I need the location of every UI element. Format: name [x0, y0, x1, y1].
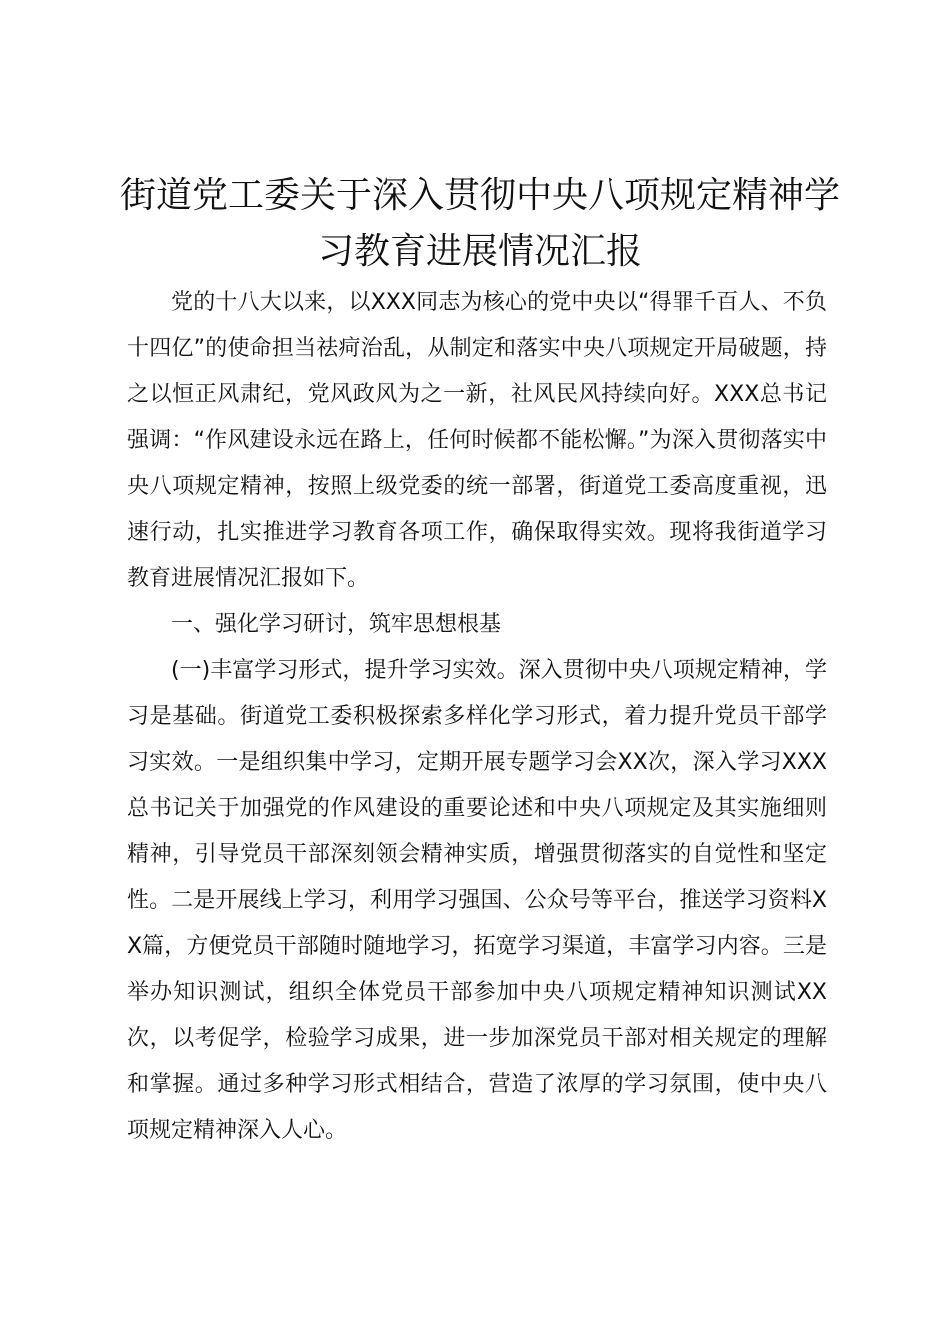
section-paragraph: (一)丰富学习形式，提升学习实效。深入贯彻中央八项规定精神，学习是基础。街道党工委积极探索多样化学习形式，着力提升党员干部学习实效。一是组织集中学习，定期开展专题学习会XX次，深入学习XXX总书记关于加强党的作风建设的重要论述和中央八项规定及其实施细则精神，引导党员干部深刻领会精神实质，增强贯彻落实的自觉性和坚定性。二是开展线上学习，利用学习强国、公众号等平台，推送学习资料XX篇，方便党员干部随时随地学习，拓宽学习渠道，丰富学习内容。三是举办知识测试，组织全体党员干部参加中央八项规定精神知识测试XX次，以考促学，检验学习成果，进一步加深党员干部对相关规定的理解和掌握。通过多种学习形式相结合，营造了浓厚的学习氛围，使中央八项规定精神深入人心。: [127, 658, 827, 1143]
section-heading: 一、强化学习研讨，筑牢思想根基: [171, 612, 502, 637]
document-body: [127, 280, 827, 1154]
intro-paragraph: 党的十八大以来，以XXX同志为核心的党中央以“得罪千百人、不负十四亿”的使命担当祛疴治乱，从制定和落实中央八项规定开局破题，持之以恒正风肃纪，党风政风为之一新，社风民风持续向好。XXX总书记强调：“作风建设永远在路上，任何时候都不能松懈。”为深入贯彻落实中央八项规定精神，按照上级党委的统一部署，街道党工委高度重视，迅速行动，扎实推进学习教育各项工作，确保取得实效。现将我街道学习教育进展情况汇报如下。: [127, 290, 827, 591]
document-title: 街道党工委关于深入贯彻中央八项规定精神学习教育进展情况汇报: [120, 175, 841, 272]
